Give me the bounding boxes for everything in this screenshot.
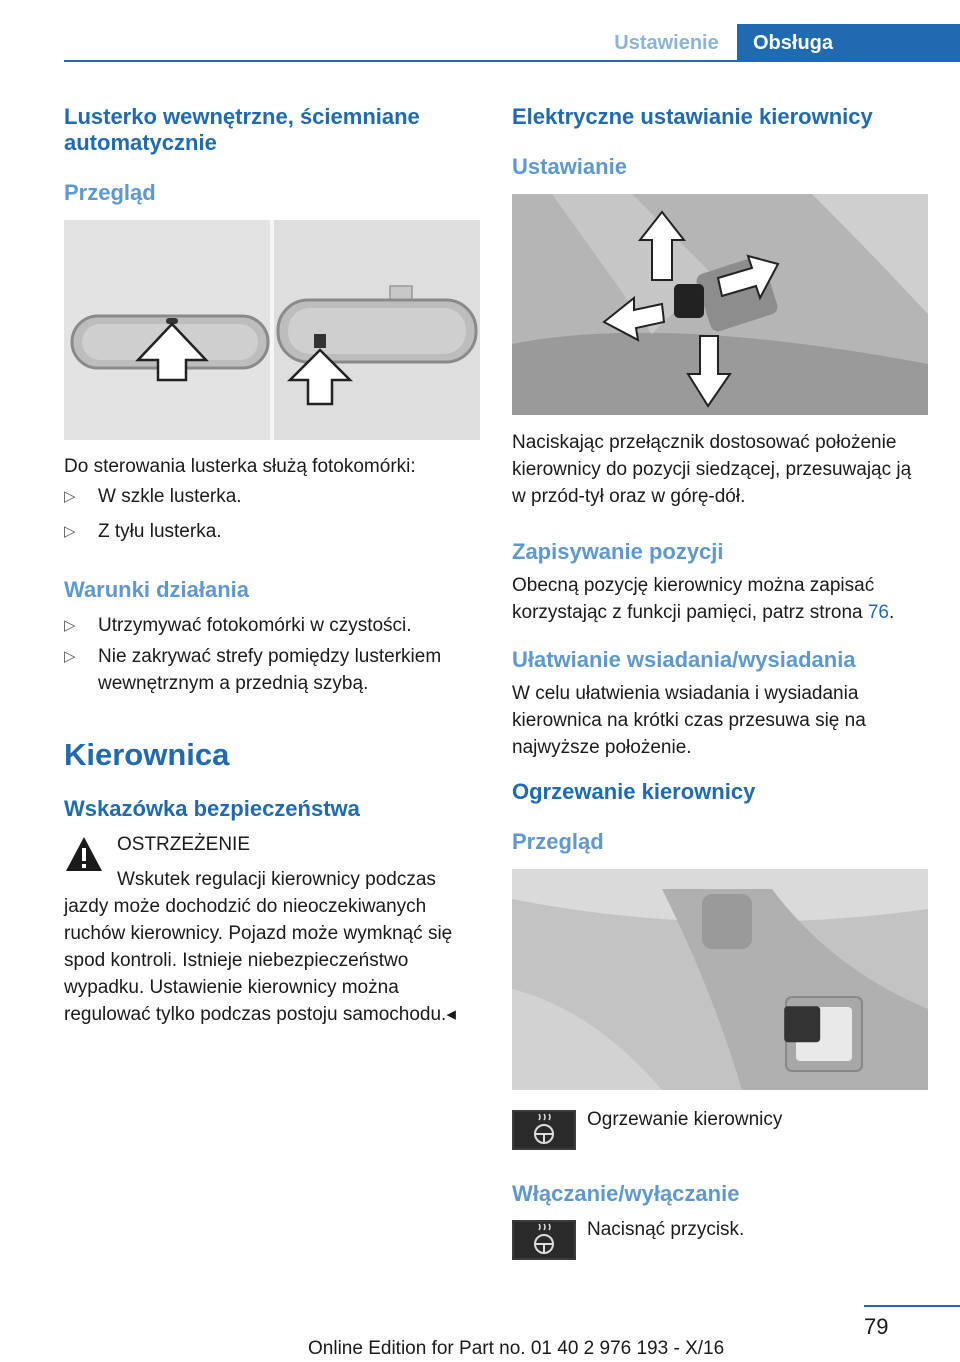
heating-overview-heading: Przegląd bbox=[512, 829, 604, 854]
steering-adjust-photo bbox=[512, 194, 928, 415]
mirror-photo bbox=[64, 220, 480, 440]
onoff-heading: Włączanie/wyłączanie bbox=[512, 1181, 740, 1206]
header-tab-section: Ustawienie bbox=[614, 31, 719, 54]
warning-text: Wskutek regulacji kierownicy podczas jazdy może dochodzić do nieoczekiwanych ruchów kierownicy. Pojazd może wymknąć się spod kontroli. Istnieje niebezpieczeństwo wypadku. Ustawienie kierownicy można regulować tylko podczas postoju samochodu.◂ bbox=[64, 869, 456, 1025]
list-item: ▷ W szkle lusterka. bbox=[64, 483, 480, 510]
list-item: ▷ Utrzymywać fotokomórki w czystości. bbox=[64, 612, 480, 639]
mirror-intro-text: Do sterowania lusterka służą fotokomórki: bbox=[64, 456, 416, 477]
mirror-overview-heading: Przegląd bbox=[64, 180, 156, 205]
warning-label: OSTRZEŻENIE bbox=[117, 834, 251, 855]
conditions-heading: Warunki działania bbox=[64, 577, 250, 602]
bullet-triangle-icon: ▷ bbox=[64, 488, 76, 505]
footer-rule bbox=[864, 1305, 960, 1307]
bullet-triangle-icon: ▷ bbox=[64, 617, 76, 634]
page-ref-link[interactable]: 76 bbox=[867, 602, 889, 623]
steering-title: Kierownica bbox=[64, 737, 230, 772]
electric-title: Elektryczne ustawianie kierownicy bbox=[512, 104, 873, 129]
heating-title: Ogrzewanie kierownicy bbox=[512, 779, 756, 804]
steering-heat-button-icon bbox=[512, 1110, 576, 1150]
entry-text: W celu ułatwienia wsiadania i wysiadania kierownica na krótki czas przesuwa się na najwyższe położenie. bbox=[512, 683, 866, 758]
save-heading: Zapisywanie pozycji bbox=[512, 539, 724, 564]
adjust-heading: Ustawianie bbox=[512, 154, 627, 179]
heating-button-label: Ogrzewanie kierownicy bbox=[587, 1109, 783, 1130]
list-item: ▷ Nie zakrywać strefy pomiędzy lusterkiem wewnętrznym a przednią szybą. bbox=[64, 643, 480, 697]
entry-heading: Ułatwianie wsiadania/wysiadania bbox=[512, 647, 856, 672]
page-number: 79 bbox=[864, 1314, 889, 1339]
bullet-triangle-icon: ▷ bbox=[64, 648, 76, 665]
steering-heat-button-icon bbox=[512, 1220, 576, 1260]
header-rule bbox=[64, 60, 960, 62]
press-button-text: Nacisnąć przycisk. bbox=[587, 1219, 745, 1240]
adjust-text: Naciskając przełącznik dostosować położenie kierownicy do pozycji siedzącej, przesuwając ją w przód-tył oraz w górę-dół. bbox=[512, 432, 912, 507]
steering-heating-photo bbox=[512, 869, 928, 1090]
footer-edition-text: Online Edition for Part no. 01 40 2 976 193 - X/16 bbox=[308, 1338, 725, 1359]
mirror-title: Lusterko wewnętrzne, ściemniane automatycznie bbox=[64, 104, 420, 155]
bullet-triangle-icon: ▷ bbox=[64, 523, 76, 540]
list-item: ▷ Z tyłu lusterka. bbox=[64, 518, 480, 545]
header-tab-chapter: Obsługa bbox=[737, 24, 960, 62]
safety-heading: Wskazówka bezpieczeństwa bbox=[64, 796, 360, 821]
save-text: Obecną pozycję kierownicy można zapisać korzystając z funkcji pamięci, patrz strona 76. bbox=[512, 575, 895, 623]
